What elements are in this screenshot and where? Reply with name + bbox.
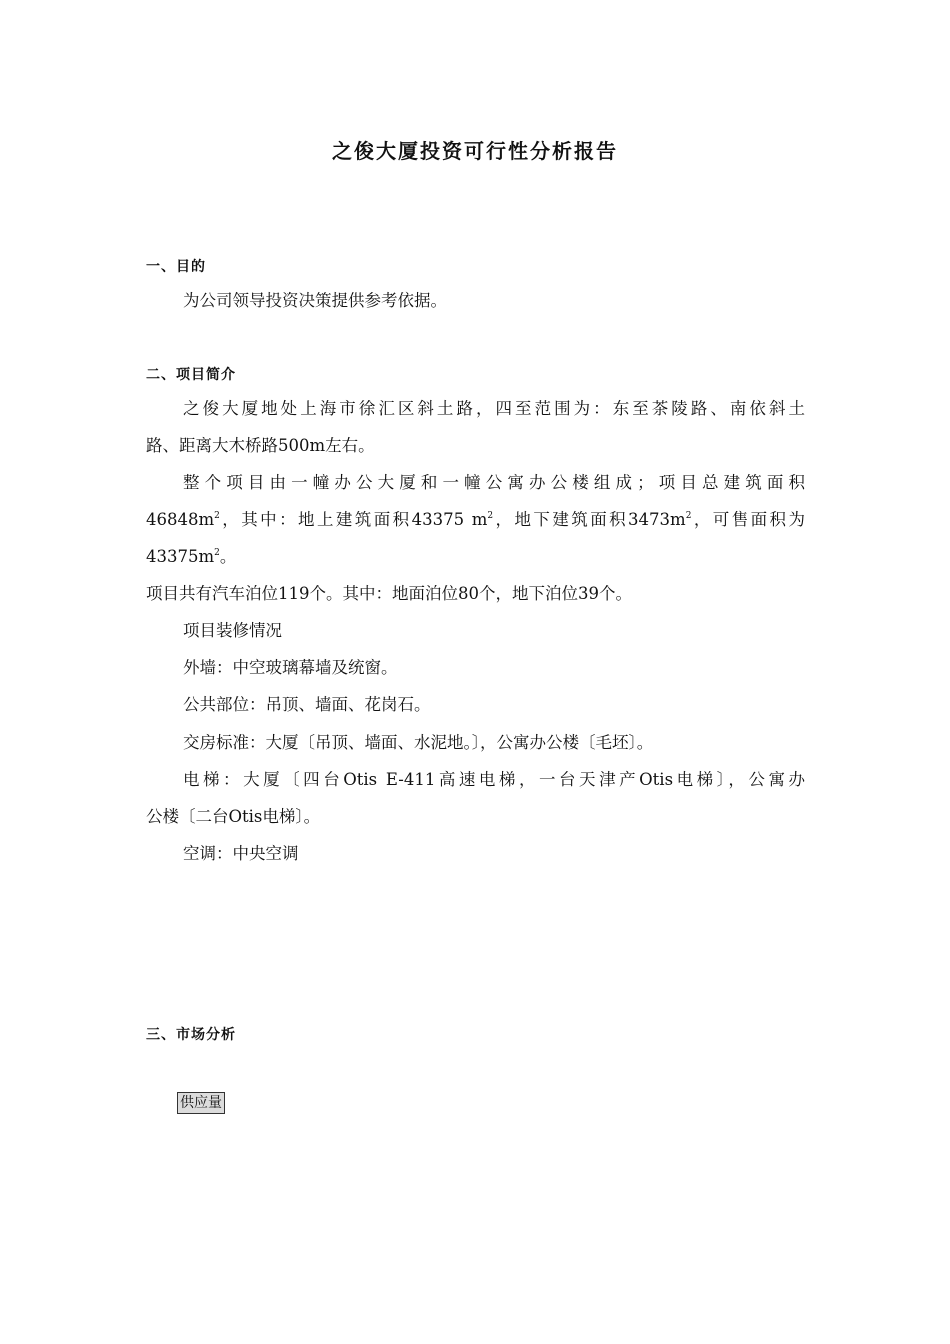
supply-label-box: 供应量 [177,1092,225,1114]
saleable-area-label: ，可售面积为 [691,510,805,529]
air-conditioning-text: 空调：中央空调 [183,844,299,863]
area-line-3 [146,546,236,568]
section-heading-project-intro: 二、项目简介 [146,367,236,383]
exterior-text: 外墙：中空玻璃幕墙及统窗。 [183,658,398,677]
total-area: 46848m [146,510,215,529]
area-line-1: 整个项目由一幢办公大厦和一幢公寓办公楼组成；项目总建筑面积 [183,473,805,492]
handover-standard-text: 交房标准：大厦〔吊顶、墙面、水泥地。〕，公寓办公楼〔毛坯〕。 [183,733,654,752]
above-ground-area: ，其中：地上建筑面积43375 m [219,510,488,529]
location-line-1: 之俊大厦地处上海市徐汇区斜土路，四至范围为：东至茶陵路、南依斜土 [183,399,805,418]
superscript-2: 2 [214,548,220,558]
elevator-line-1: 电梯：大厦〔四台Otis E-411高速电梯，一台天津产Otis电梯〕，公寓办 [183,770,805,789]
saleable-area: 43375m [146,547,215,566]
underground-area: ，地下建筑面积3473m [493,510,686,529]
area-line-2 [146,509,805,531]
purpose-text: 为公司领导投资决策提供参考依据。 [183,291,447,310]
document-title: 之俊大厦投资可行性分析报告 [332,139,618,163]
parking-text: 项目共有汽车泊位119个。其中：地面泊位80个，地下泊位39个。 [146,584,632,603]
superscript-2: 2 [214,511,220,521]
decoration-heading: 项目装修情况 [183,621,282,640]
public-areas-text: 公共部位：吊顶、墙面、花岗石。 [183,695,431,714]
section-heading-market-analysis: 三、市场分析 [146,1027,236,1043]
superscript-2: 2 [487,511,494,521]
period: 。 [219,547,237,566]
superscript-2: 2 [685,511,692,521]
elevator-line-2: 公楼〔二台Otis电梯〕。 [146,807,321,826]
location-line-2: 路、距离大木桥路500m左右。 [146,436,375,455]
section-heading-purpose: 一、目的 [146,259,206,275]
